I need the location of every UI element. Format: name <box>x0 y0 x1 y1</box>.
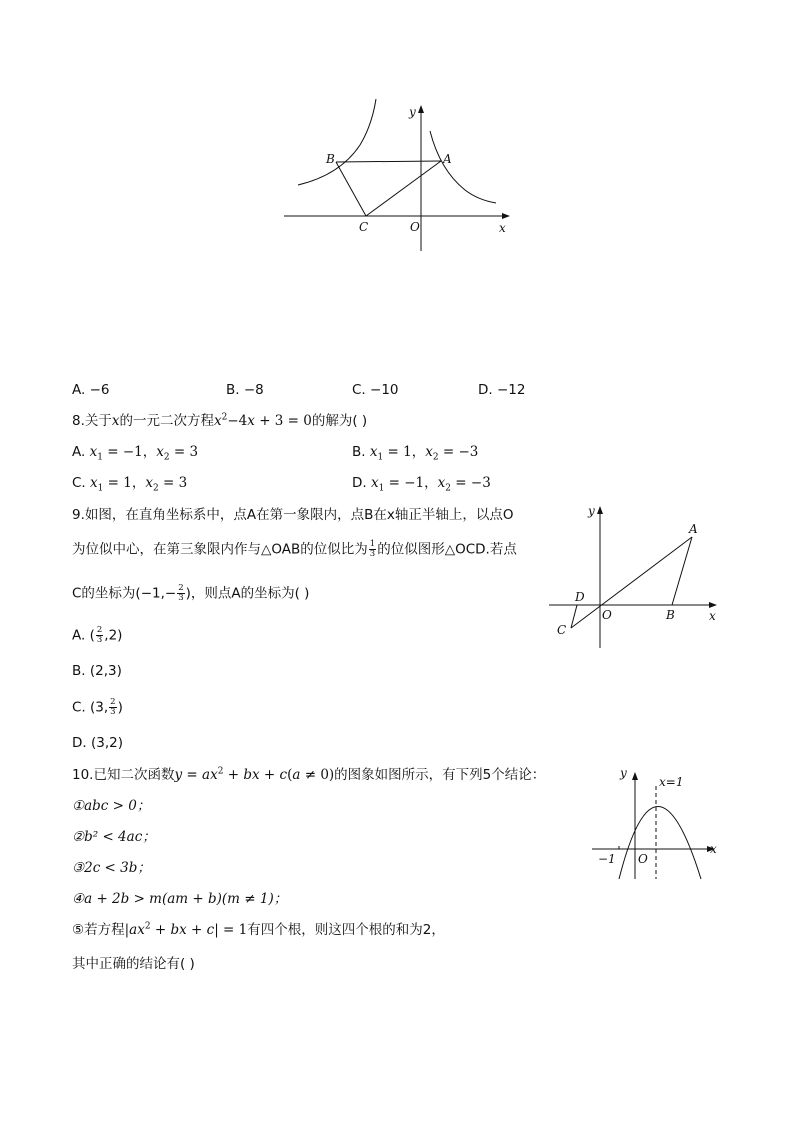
q7-option-d: D. −12 <box>478 382 526 398</box>
fig2-label-y: y <box>588 504 595 518</box>
fig3-label-y: y <box>620 766 627 780</box>
q9-stem-line1: 9.如图，在直角坐标系中，点A在第一象限内，点B在x轴正半轴上，以点O <box>72 507 514 523</box>
fig3-label-O: O <box>638 852 648 866</box>
q10-tail: 其中正确的结论有( ) <box>72 956 195 972</box>
q9-option-b: B. (2,3) <box>72 663 122 679</box>
q9-stem-line2: 为位似中心，在第三象限内作与△OAB的位似比为 $\frac{1}{3}$ 的位似图形△OCD.若点 <box>72 539 517 559</box>
fig2-label-O: O <box>602 608 612 622</box>
fig3-label-axis: x=1 <box>659 775 684 789</box>
q8-option-d: D. $x_1 = -1$，$x_2 = -3$ <box>352 475 491 494</box>
q8-stem: 8.关于x的一元二次方程$x^2-4x + 3 = 0$的解为( ) <box>72 412 368 429</box>
q7-option-a: A. −6 <box>72 382 110 398</box>
q7-option-b: B. −8 <box>226 382 264 398</box>
fig3-label-minus1: −1 <box>598 852 616 866</box>
q9-option-d: D. (3,2) <box>72 735 123 751</box>
q9-stem-line3: C的坐标为(−1,− $\frac{2}{3}$ )，则点A的坐标为( ) <box>72 583 310 603</box>
fig3-label-x: x <box>710 842 717 856</box>
figure-parabola <box>588 764 723 882</box>
q9-option-a: A. ( $\frac{2}{3}$ ,2) <box>72 625 123 645</box>
q10-conclusion-4: ④a + 2b > m(am + b)(m ≠ 1)； <box>72 891 288 907</box>
q8-option-c: C. $x_1 = 1$，$x_2 = 3$ <box>72 475 188 494</box>
fig2-label-C: C <box>557 623 567 637</box>
q10-conclusion-1: ①abc > 0； <box>72 798 151 814</box>
q10-conclusion-3: ③2c < 3b； <box>72 860 151 876</box>
fig2-label-D: D <box>575 590 585 604</box>
figure-hyperbola-triangle <box>280 95 520 255</box>
q8-option-b: B. $x_1 = 1$，$x_2 = -3$ <box>352 444 479 463</box>
fig2-label-B: B <box>666 608 675 622</box>
q8-option-a: A. $x_1 = -1$，$x_2 = 3$ <box>72 444 199 463</box>
q9-option-c: C. (3, $\frac{2}{3}$ ) <box>72 697 123 717</box>
fig2-label-A: A <box>689 522 698 536</box>
fig1-label-A: A <box>443 152 452 166</box>
figure-similar-triangles <box>545 500 725 652</box>
fig1-label-B: B <box>326 152 335 166</box>
fig2-label-x: x <box>709 609 716 623</box>
fig1-label-y: y <box>409 105 416 119</box>
fig1-label-C: C <box>359 220 369 234</box>
q10-conclusion-2: ②b² < 4ac； <box>72 829 156 845</box>
q10-conclusion-5: ⑤若方程$|ax^2$ + bx + c| = 1有四个根，则这四个根的和为2， <box>72 921 445 938</box>
fig1-label-x: x <box>499 221 506 235</box>
q10-stem: 10.已知二次函数$y = ax^2$ + bx + c(a ≠ 0)的图象如图所示，有下列5个结论： <box>72 766 546 783</box>
fig1-label-O: O <box>410 220 420 234</box>
q7-option-c: C. −10 <box>352 382 399 398</box>
